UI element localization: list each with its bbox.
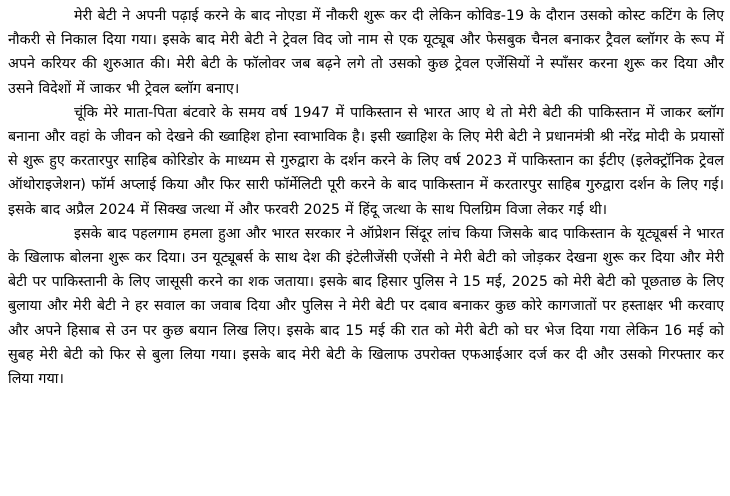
paragraph-pakistan-visits: चूंकि मेरे माता-पिता बंटवारे के समय वर्ष 1947 में पाकिस्तान से भारत आए थे तो मेरी बेटी की पाकिस्तान में जाकर ब्लॉग बनाना और वहां के जीवन को देखने की ख्वाहिश होना स्वाभाविक है। इसी ख्वाहिश के लिए मेरी बेटी ने प्रधानमंत्री श्री नरेंद्र मोदी के प्रयासों से शुरू हुए करतारपुर साहिब कोरिडोर के माध्यम से गुरुद्वारा के दर्शन करने के लिए वर्ष 2023 में पाकिस्तान का ईटीए (इलेक्ट्रॉनिक ट्रेवल ऑथोराइजेशन) फॉर्म अप्लाई किया और फिर सारी फॉर्मेलिटी पूरी करने के बाद पाकिस्तान में करतारपुर साहिब गुरुद्वारा दर्शन के लिए गई। इसके बाद अप्रैल 2024 में सिक्ख जत्था में और फरवरी 2025 में हिंदू जत्था के साथ पिलग्रिम विजा लेकर गई थी। [8,104,724,218]
paragraph-career: मेरी बेटी ने अपनी पढ़ाई करने के बाद नोएडा में नौकरी शुरू कर दी लेकिन कोविड-19 के दौरान उसको कोस्ट कटिंग के लिए नौकरी से निकाल दिया गया। इसके बाद मेरी बेटी ने ट्रेवल विद जो नाम से एक यूट्यूब और फेसबुक चैनल बनाकर ट्रैवल ब्लॉगर के रूप में अपने करियर की शुरुआत की। मेरी बेटी के फॉलोवर जब बढ़ने लगे तो उसको कुछ ट्रेवल एजेंसियों ने स्पॉंसर करना शुरू कर दिया और उसने विदेशों में जाकर भी ट्रेवल ब्लॉग बनाए। [8,8,724,97]
paragraph-arrest: इसके बाद पहलगाम हमला हुआ और भारत सरकार ने ऑप्रेशन सिंदूर लांच किया जिसके बाद पाकिस्तान के यूट्यूबर्स ने भारत के खिलाफ बोलना शुरू कर दिया। उन यूट्यूबर्स के साथ देश की इंटेलीजेंसी एजेंसी ने मेरी बेटी को जोड़कर देखना शुरू कर दिया और मेरी बेटी पर पाकिस्तानी के लिए जासूसी करने का शक जताया। इसके बाद हिसार पुलिस ने 15 मई, 2025 को मेरी बेटी को पूछताछ के लिए बुलाया और मेरी बेटी ने हर सवाल का जवाब दिया और पुलिस ने मेरी बेटी पर दबाव बनाकर कुछ कोरे कागजातों पर हस्ताक्षर भी करवाए और अपने हिसाब से उन पर कुछ बयान लिख लिए। इसके बाद 15 मई की रात को मेरी बेटी को घर भेज दिया गया लेकिन 16 मई को सुबह मेरी बेटी को फिर से बुला लिया गया। इसके बाद मेरी बेटी के खिलाफ उपरोक्त एफआईआर दर्ज कर दी और उसको गिरफ्तार कर लिया गया। [8,225,724,388]
